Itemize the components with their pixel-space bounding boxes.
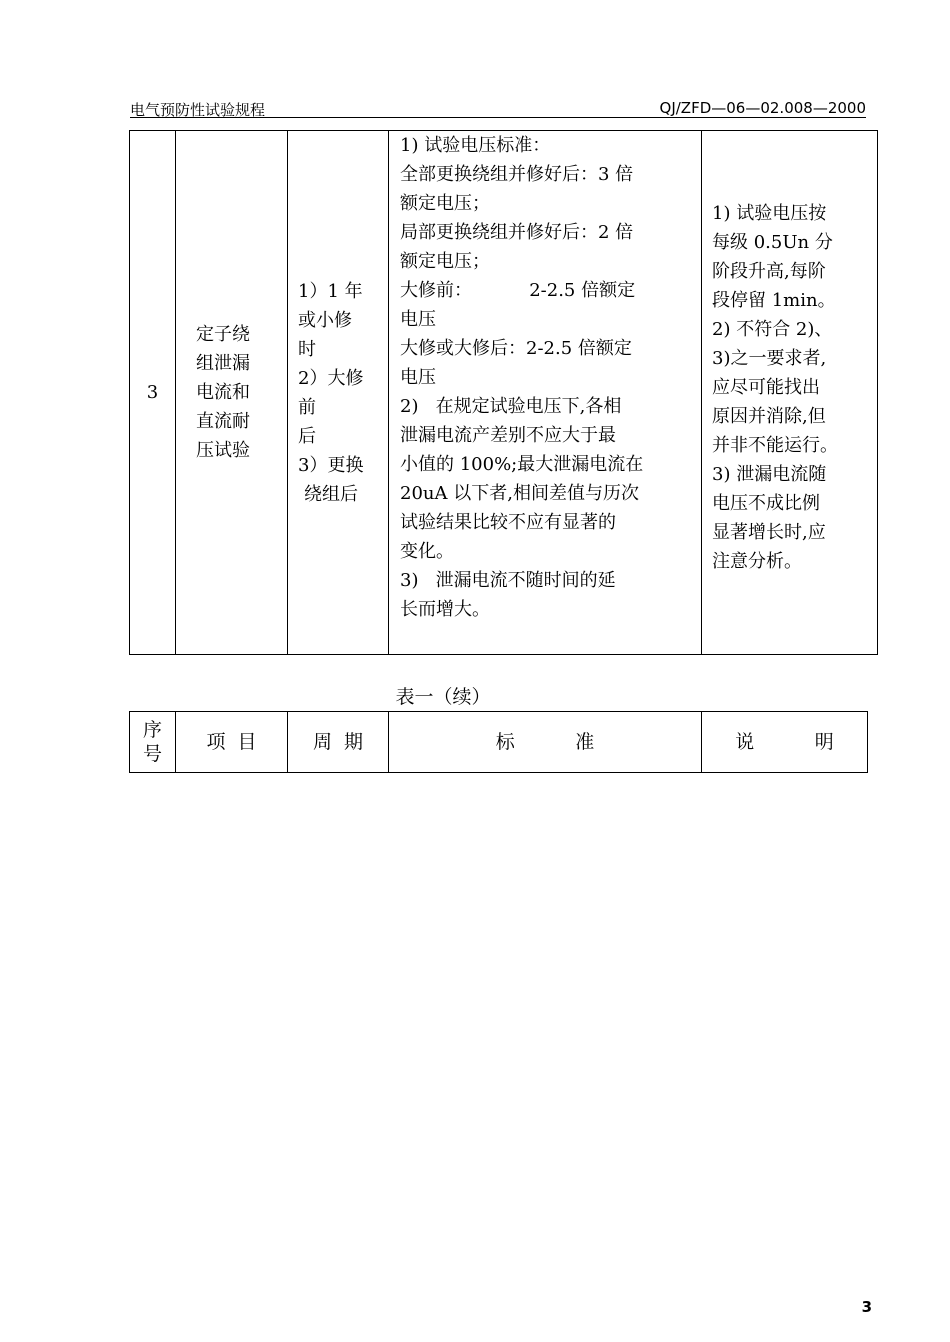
text-line: 序 <box>142 719 162 741</box>
text-line: 2) 不符合 2)、 <box>712 319 833 340</box>
text-line: 小值的 100%;最大泄漏电流在 <box>400 454 644 475</box>
text-line: 后 <box>298 425 316 447</box>
header-no <box>130 712 176 773</box>
text-line: 1) 试验电压标准： <box>400 135 551 156</box>
text-line: 电流和 <box>196 382 250 403</box>
text-line: 显著增长时,应 <box>712 522 826 543</box>
text-line: 全部更换绕组并修好后：3 倍 <box>400 164 634 185</box>
text-line: 2) 在规定试验电压下,各相 <box>400 396 622 417</box>
note-cell <box>702 131 878 655</box>
text-line: 绕组后 <box>304 483 358 505</box>
text-line: 并非不能运行。 <box>712 435 838 456</box>
table-caption: 表一（续） <box>395 686 491 708</box>
text-line: 时 <box>298 338 316 360</box>
standard-cell <box>389 131 702 655</box>
text-line: 局部更换绕组并修好后：2 倍 <box>400 222 634 243</box>
document-code: QJ/ZFD—06—02.008—2000 <box>659 99 866 117</box>
page-number: 3 <box>861 1298 872 1316</box>
text-line: 原因并消除,但 <box>712 406 826 427</box>
text-line: 3) 泄漏电流不随时间的延 <box>400 570 616 591</box>
document-title: 电气预防性试验规程 <box>130 101 266 119</box>
item-cell <box>176 131 288 655</box>
text-line: 额定电压； <box>400 251 490 272</box>
text-line: 电压 <box>400 367 436 388</box>
text-line: 直流耐 <box>196 411 250 432</box>
text-line: 额定电压； <box>400 193 490 214</box>
text-line: 电压 <box>400 309 436 330</box>
text-line: 3)之一要求者, <box>712 348 827 369</box>
text-line: 号 <box>142 743 162 765</box>
text-line: 大修或大修后：2-2.5 倍额定 <box>400 338 632 359</box>
cycle-cell <box>288 131 389 655</box>
header-note: 说 明 <box>702 712 868 773</box>
text-line: 应尽可能找出 <box>712 377 820 398</box>
text-line: 阶段升高,每阶 <box>712 261 826 282</box>
header-item: 项 目 <box>176 712 288 773</box>
text-line: 变化。 <box>400 541 454 562</box>
table-header <box>129 711 868 773</box>
table-row <box>130 131 878 655</box>
text-line: 试验结果比较不应有显著的 <box>400 512 616 533</box>
text-line: 段停留 1min。 <box>712 290 836 311</box>
text-line: 每级 0.5Un 分 <box>712 232 833 253</box>
text-line: 1）1 年 <box>298 280 363 302</box>
text-line: 注意分析。 <box>712 551 802 572</box>
text-line: 电压不成比例 <box>712 493 820 514</box>
row-number: 3 <box>130 131 176 655</box>
header-row <box>130 712 868 773</box>
text-line: 20uA 以下者,相间差值与历次 <box>400 483 639 504</box>
text-line: 3) 泄漏电流随 <box>712 464 827 485</box>
continued-table <box>129 130 878 655</box>
text-line: 或小修 <box>298 309 352 331</box>
header-cycle: 周 期 <box>288 712 389 773</box>
text-line: 压试验 <box>196 440 250 461</box>
page-header <box>130 99 866 118</box>
text-line: 1) 试验电压按 <box>712 203 827 224</box>
header-standard: 标 准 <box>389 712 702 773</box>
text-line: 大修前： 2-2.5 倍额定 <box>400 280 636 301</box>
text-line: 2）大修 <box>298 367 364 389</box>
text-line: 组泄漏 <box>196 353 250 374</box>
text-line: 泄漏电流产差别不应大于最 <box>400 425 616 446</box>
text-line: 3）更换 <box>298 454 364 476</box>
text-line: 定子绕 <box>196 324 250 345</box>
text-line: 长而增大。 <box>400 599 490 620</box>
text-line: 前 <box>298 396 316 418</box>
